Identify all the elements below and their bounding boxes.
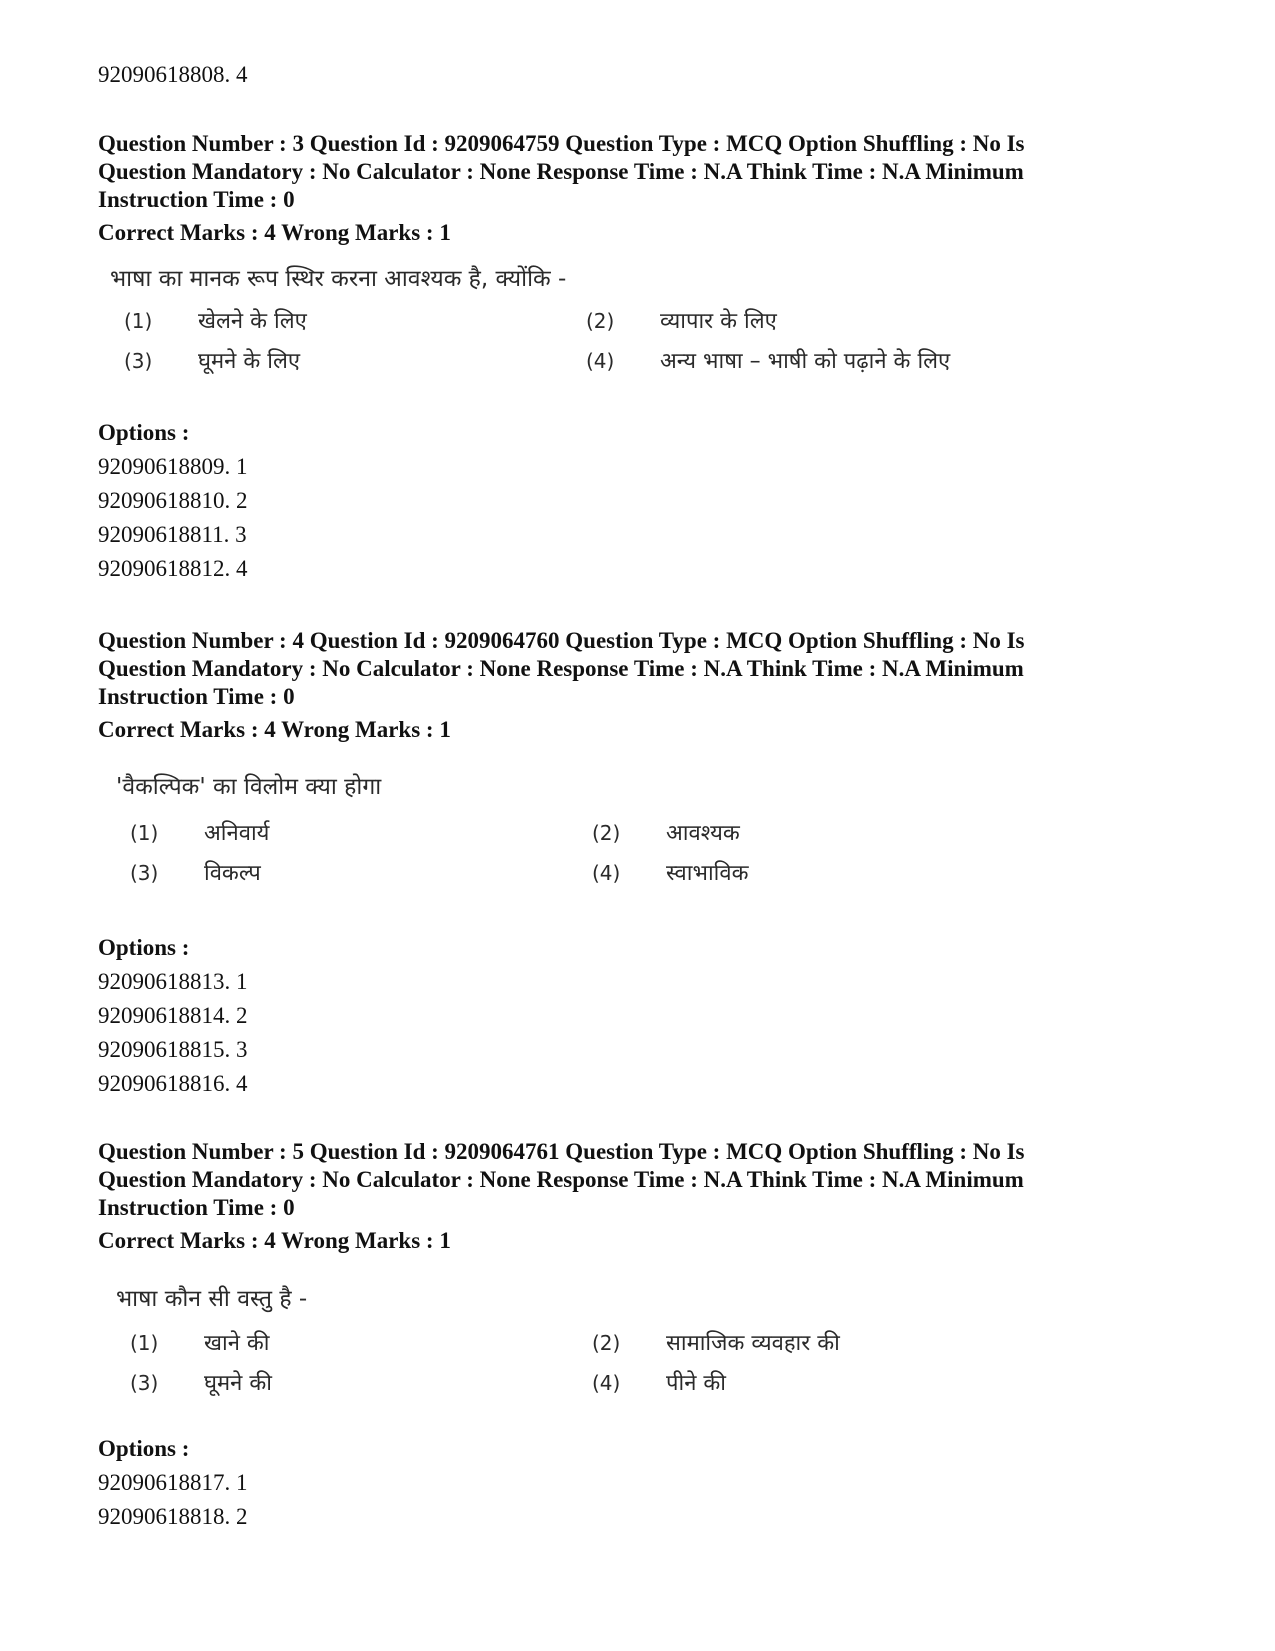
choice-number: (1) <box>130 1331 159 1355</box>
question-header <box>98 130 1108 250</box>
choice-number: (3) <box>130 861 159 885</box>
question-meta: Question Number : 4 Question Id : 9209064760 Question Type : MCQ Option Shuffling : No Is Question Mandatory : No Calculator : None Response Time : N.A Think Time : N.A Minimum Instruction Time : 0 <box>98 628 1025 709</box>
choice-text: स्वाभाविक <box>666 861 749 886</box>
choice-1 <box>130 1328 270 1359</box>
question-image <box>110 262 1010 392</box>
question-meta: Question Number : 5 Question Id : 9209064761 Question Type : MCQ Option Shuffling : No Is Question Mandatory : No Calculator : None Response Time : N.A Think Time : N.A Minimum Instruction Time : 0 <box>98 1139 1025 1220</box>
option-line: 92090618810. 2 <box>98 488 248 513</box>
choice-2 <box>586 306 777 337</box>
options-list <box>98 416 248 586</box>
option-line: 92090618817. 1 <box>98 1470 248 1495</box>
option-line: 92090618808. 4 <box>98 62 248 87</box>
choice-text: घूमने के लिए <box>198 349 301 374</box>
option-line: 92090618809. 1 <box>98 454 248 479</box>
choice-4 <box>592 1368 726 1399</box>
question-meta: Question Number : 3 Question Id : 9209064759 Question Type : MCQ Option Shuffling : No Is Question Mandatory : No Calculator : None Response Time : N.A Think Time : N.A Minimum Instruction Time : 0 <box>98 131 1025 212</box>
choice-number: (1) <box>124 309 153 333</box>
marks-line: Correct Marks : 4 Wrong Marks : 1 <box>98 717 451 742</box>
choice-text: विकल्प <box>204 861 261 886</box>
choice-number: (4) <box>586 349 615 373</box>
question-header <box>98 1138 1108 1258</box>
choice-4 <box>592 858 748 889</box>
choice-number: (1) <box>130 821 159 845</box>
choice-text: खेलने के लिए <box>198 309 307 334</box>
choice-2 <box>592 1328 840 1359</box>
options-list <box>98 931 248 1101</box>
question-image <box>116 770 1016 900</box>
option-line: 92090618811. 3 <box>98 522 247 547</box>
choice-number: (2) <box>592 1331 621 1355</box>
choice-text: अन्य भाषा – भाषी को पढ़ाने के लिए <box>660 349 951 374</box>
option-line: 92090618813. 1 <box>98 969 248 994</box>
choice-number: (2) <box>586 309 615 333</box>
question-image <box>116 1282 1016 1412</box>
choice-3 <box>124 346 300 377</box>
option-line: 92090618812. 4 <box>98 556 248 581</box>
options-title: Options : <box>98 1436 190 1461</box>
choice-1 <box>130 818 269 849</box>
choice-text: घूमने की <box>204 1371 272 1396</box>
choice-number: (4) <box>592 1371 621 1395</box>
option-line: 92090618818. 2 <box>98 1504 248 1529</box>
question-text: भाषा का मानक रूप स्थिर करना आवश्यक है, क्योंकि - <box>110 266 567 292</box>
marks-line: Correct Marks : 4 Wrong Marks : 1 <box>98 1228 451 1253</box>
choice-text: व्यापार के लिए <box>660 309 777 334</box>
choice-text: खाने की <box>204 1331 270 1356</box>
option-line: 92090618816. 4 <box>98 1071 248 1096</box>
option-line: 92090618815. 3 <box>98 1037 248 1062</box>
options-list <box>98 1432 248 1534</box>
choice-text: आवश्यक <box>666 821 740 846</box>
choice-3 <box>130 858 261 889</box>
options-title: Options : <box>98 420 190 445</box>
question-text: भाषा कौन सी वस्तु है - <box>116 1286 308 1312</box>
marks-line: Correct Marks : 4 Wrong Marks : 1 <box>98 220 451 245</box>
choice-1 <box>124 306 307 337</box>
choice-2 <box>592 818 740 849</box>
question-text: 'वैकल्पिक' का विलोम क्या होगा <box>116 774 382 800</box>
choice-4 <box>586 346 950 377</box>
question-header <box>98 627 1108 747</box>
choice-text: अनिवार्य <box>204 821 270 846</box>
choice-number: (3) <box>124 349 153 373</box>
option-line: 92090618814. 2 <box>98 1003 248 1028</box>
choice-number: (3) <box>130 1371 159 1395</box>
choice-text: सामाजिक व्यवहार की <box>666 1331 840 1356</box>
options-title: Options : <box>98 935 190 960</box>
choice-text: पीने की <box>666 1371 726 1396</box>
choice-3 <box>130 1368 272 1399</box>
choice-number: (4) <box>592 861 621 885</box>
choice-number: (2) <box>592 821 621 845</box>
